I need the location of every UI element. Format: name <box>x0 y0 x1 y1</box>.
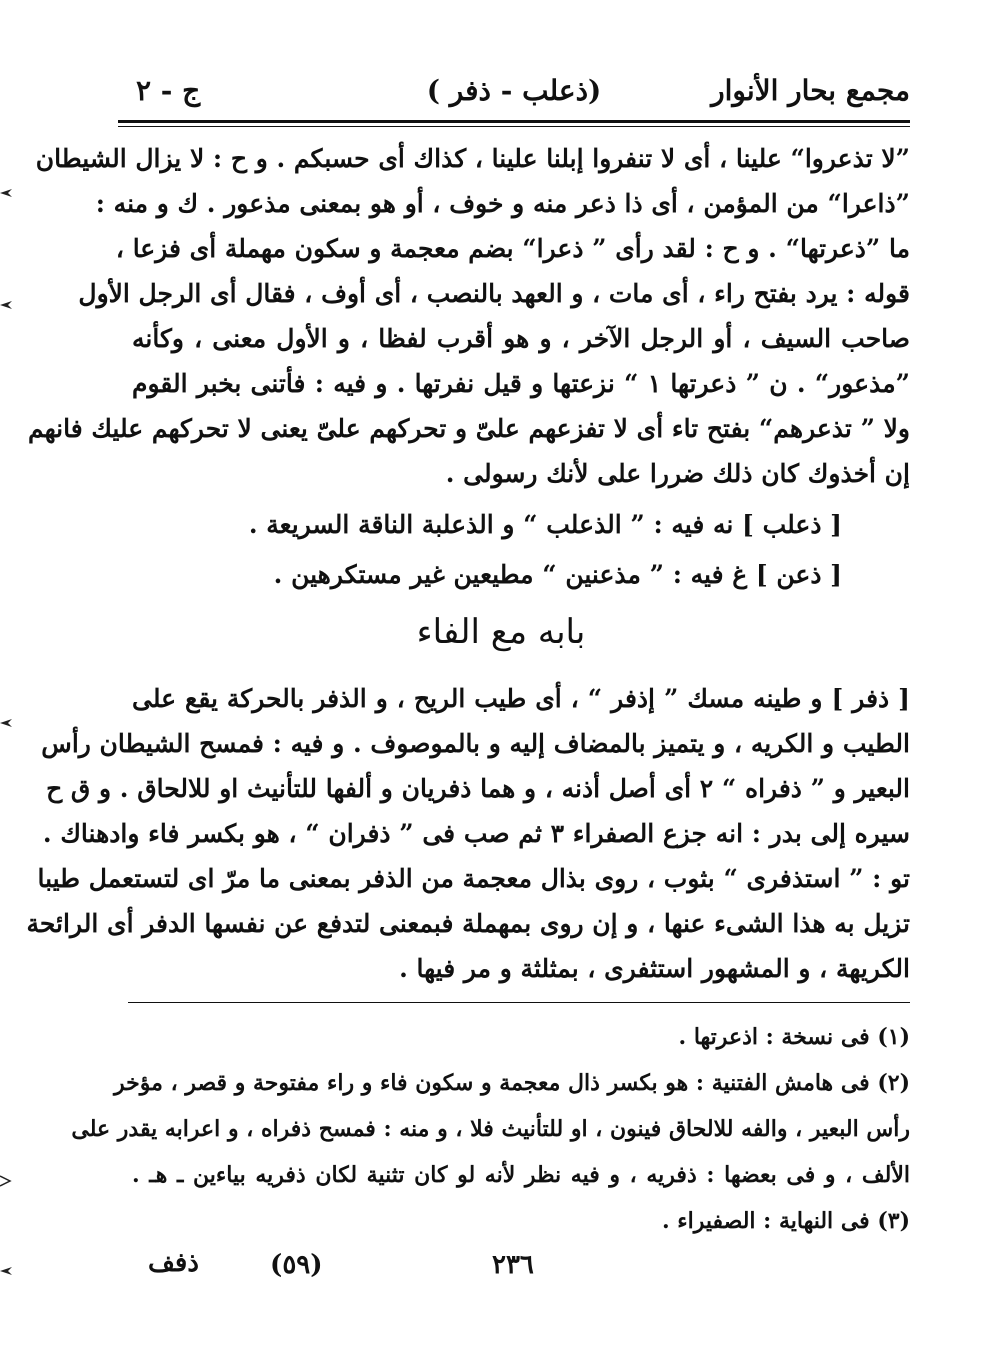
section-heading: بابه مع الفاء <box>416 612 586 652</box>
text-line: [ ذفر ] و طينه مسك ” إذفر “ ، أى طيب الريح ، و الذفر بالحركة يقع على <box>132 684 910 713</box>
entry-range: (ذعلب - ذفر ) <box>426 74 602 107</box>
binding-mark-icon <box>0 1174 14 1188</box>
text-line: ”ذاعرا“ من المؤمن ، أى ذا ذعر منه و خوف ، أو هو بمعنى مذعور . ك و منه : <box>95 189 910 218</box>
page-number: ٢٣٦ <box>492 1250 534 1280</box>
text-line: سيره إلى بدر : انه جزع الصفراء ٣ ثم صب فى ” ذفران “ ، هو بكسر فاء وادهناك . <box>42 819 910 848</box>
footnote-line: (١) فى نسخة : اذعرتها . <box>678 1024 910 1050</box>
text-line: ”لا تذعروا“ علينا ، أى لا تنفروا إبلنا علينا ، كذاك أى حسبكم . و ح : لا يزال الشيطان <box>35 144 910 173</box>
binding-mark-icon <box>0 1264 14 1278</box>
text-line: ولا ” تذعرهم“ بفتح تاء أى لا تفزعهم علىّ و تحركهم علىّ يعنى لا تحركهم عليك فانهم <box>27 414 910 443</box>
text-line: إن أخذوك كان ذلك ضررا على لأنك رسولى . <box>445 459 910 488</box>
text-line: ما ”ذعرتها“ . و ح : لقد رأى ” ذعرا“ بضم معجمة و سكون مهملة أى فزعا ، <box>115 234 910 263</box>
signature-word: ذفف <box>148 1248 199 1278</box>
binding-mark-icon <box>0 716 14 730</box>
main-text <box>27 136 910 496</box>
binding-mark-icon <box>0 298 14 312</box>
entry-dhaan: [ ذعن ] غ فيه : ” مذعنين “ مطيعين غير مستكرهين . <box>273 560 842 589</box>
section-text <box>26 676 910 991</box>
text-line: تزيل به هذا الشىء عنها ، و إن روى بمهملة فبمعنى لتدفع عن نفسها الدفر أى الرائحة <box>26 909 910 938</box>
footnote-line: رأس البعير ، والفه للالحاق فينون ، او للتأنيث فلا ، و منه : فمسح ذفراه ، و اعرابه يقدر على <box>71 1116 910 1142</box>
binding-mark-icon <box>0 186 14 200</box>
text-line: البعير و ” ذفراه “ ٢ أى أصل أذنه ، و هما ذفريان و ألفها للتأنيث او للالحاق . و ق ح <box>46 774 910 803</box>
text-line: صاحب السيف ، أو الرجل الآخر ، و هو أقرب لفظا ، و الأول معنى ، وكأنه <box>132 324 910 353</box>
footnotes <box>71 1014 910 1244</box>
text-line: الطيب و الكريه ، و يتميز بالمضاف إليه و بالموصوف . و فيه : فمسح الشيطان رأس <box>41 729 910 758</box>
page-footer <box>0 1250 1002 1290</box>
volume-label: ج - ٢ <box>136 74 201 107</box>
text-line: قوله : يرد بفتح راء ، أى مات ، و العهد بالنصب ، أى أوف ، فقال أى الرجل الأول <box>78 279 910 308</box>
book-title: مجمع بحار الأنوار <box>711 74 910 107</box>
header-rule-thin <box>118 126 910 127</box>
running-header <box>118 74 910 114</box>
entry-dhalab: [ ذعلب ] نه فيه : ” الذعلب “ و الذعلبة الناقة السريعة . <box>248 510 842 539</box>
text-line: الكريهة ، و المشهور استثفرى ، بمثلثة و مر فيها . <box>399 954 910 983</box>
header-rule-thick <box>118 120 910 123</box>
footnote-rule <box>128 1002 910 1003</box>
footnote-line: الألف ، و فى بعضها : ذفريه ، و فيه نظر لأنه لو كان تثنية لكان ذفريه بياءين ـ هـ . <box>132 1162 910 1188</box>
sheet-number: (٥٩) <box>270 1250 323 1280</box>
text-line: تو : ” استذفرى “ بثوب ، روى بذال معجمة من الذفر بمعنى ما مرّ اى لتستعمل طيبا <box>37 864 910 893</box>
footnote-line: (٣) فى النهاية : الصفيراء . <box>661 1208 910 1234</box>
text-line: ”مذعور“ . ن ” ذعرتها ١ “ نزعتها و قيل نفرتها . و فيه : فأتنى بخبر القوم <box>132 369 910 398</box>
footnote-line: (٢) فى هامش الفتنية : هو بكسر ذال معجمة و سكون فاء و راء مفتوحة و قصر ، مؤخر <box>114 1070 910 1096</box>
